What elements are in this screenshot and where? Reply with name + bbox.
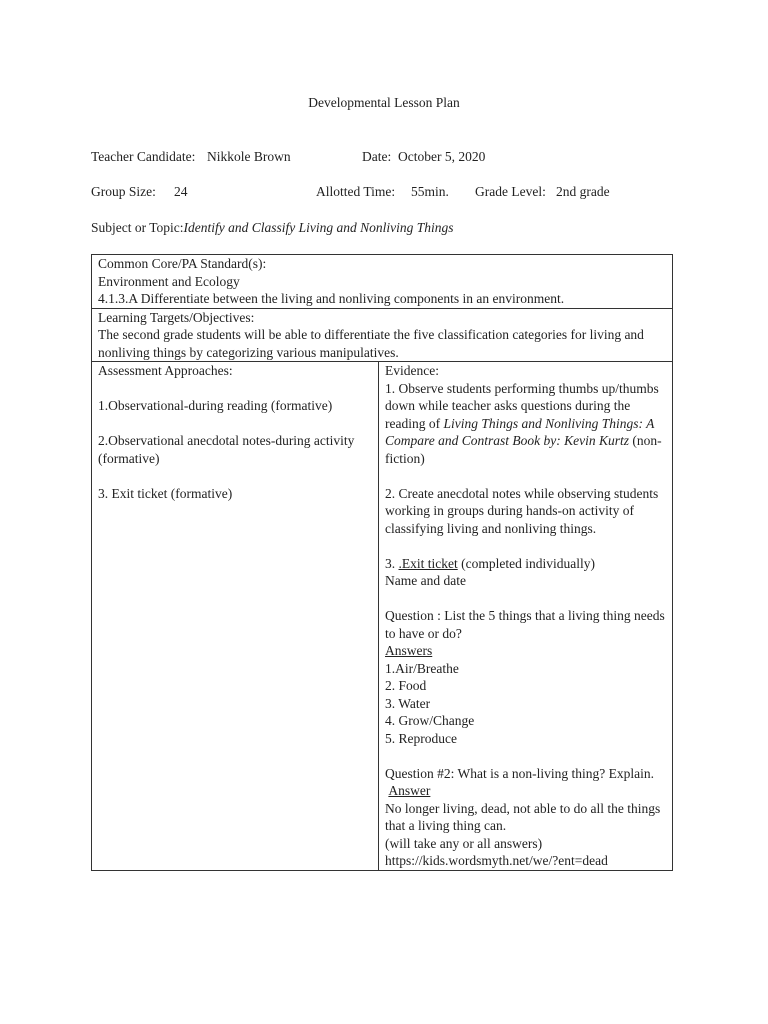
evidence-header: Evidence: xyxy=(385,363,439,378)
standards-cell xyxy=(92,255,673,309)
answer-4: 4. Grow/Change xyxy=(385,713,475,728)
answer-label-line xyxy=(385,782,666,800)
standards-header: Common Core/PA Standard(s): xyxy=(98,256,267,271)
answer-2: 2. Food xyxy=(385,678,427,693)
evidence-item-1-text: 1. Observe students performing thumbs up/thumbs down while teacher asks questions during the reading of xyxy=(385,380,659,431)
standards-area: Environment and Ecology xyxy=(98,273,240,289)
assessment-cell xyxy=(92,362,379,871)
teacher-name: Nikkole Brown xyxy=(207,149,291,164)
assessment-item-2: 2.Observational anecdotal notes-during activity (formative) xyxy=(98,433,355,466)
answer-note: (will take any or all answers) xyxy=(385,835,543,851)
assessment-item-3: 3. Exit ticket (formative) xyxy=(98,485,233,501)
objectives-text: The second grade students will be able to differentiate the five classification categories for living and nonliving things by categorizing various manipulatives. xyxy=(98,327,644,360)
allotted-time-value: 55min. xyxy=(411,184,449,199)
evidence-item-3-suffix: (completed individually) xyxy=(457,555,595,571)
allotted-time-label: Allotted Time: xyxy=(316,184,396,199)
assessment-item-1: 1.Observational-during reading (formative) xyxy=(98,398,333,413)
objectives-header: Learning Targets/Objectives: xyxy=(98,309,255,325)
objectives-cell xyxy=(92,308,673,362)
group-size-value: 24 xyxy=(174,184,188,199)
answer-5: 5. Reproduce xyxy=(385,730,457,746)
answer-3: 3. Water xyxy=(385,695,431,711)
evidence-item-3 xyxy=(385,555,666,573)
answer-1: 1.Air/Breathe xyxy=(385,660,459,676)
subject-line xyxy=(91,219,454,237)
evidence-cell xyxy=(379,362,673,871)
document-title: Developmental Lesson Plan xyxy=(308,95,460,110)
lesson-plan-table xyxy=(91,254,673,871)
subject-label: Subject or Topic: xyxy=(91,220,184,235)
assessment-header: Assessment Approaches: xyxy=(98,363,233,378)
teacher-label: Teacher Candidate: xyxy=(91,149,196,164)
exit-ticket-link[interactable]: .Exit ticket xyxy=(398,555,458,571)
evidence-item-3-prefix: 3. xyxy=(385,555,399,571)
question-1: Question : List the 5 things that a living thing needs to have or do? xyxy=(385,608,665,641)
standards-row xyxy=(92,255,673,309)
grade-level-value: 2nd grade xyxy=(556,184,610,199)
answer-text: No longer living, dead, not able to do all the things that a living thing can. xyxy=(385,800,661,833)
grade-level-label: Grade Level: xyxy=(475,184,546,199)
subject-value: Identify and Classify Living and Nonliving Things xyxy=(183,220,454,235)
reference-link[interactable]: https://kids.wordsmyth.net/we/?ent=dead xyxy=(385,853,608,868)
evidence-item-1 xyxy=(385,380,666,468)
exit-ticket-name-date: Name and date xyxy=(385,573,466,588)
question-2: Question #2: What is a non-living thing? Explain. xyxy=(385,765,654,781)
assessment-evidence-row xyxy=(92,362,673,871)
evidence-item-2: 2. Create anecdotal notes while observing students working in groups during hands-on activity of classifying living and nonliving things. xyxy=(385,485,659,536)
book-title: Living Things and Nonliving Things: A Compare and Contrast Book by: Kevin Kurtz xyxy=(385,415,655,448)
date-value: October 5, 2020 xyxy=(398,149,486,164)
answers-label: Answers xyxy=(385,643,433,658)
evidence-item-1-suffix: (non-fiction) xyxy=(385,433,662,466)
standards-text: 4.1.3.A Differentiate between the living and nonliving components in an environment. xyxy=(98,291,565,306)
objectives-row xyxy=(92,308,673,362)
answer-label: Answer xyxy=(388,783,431,798)
group-size-label: Group Size: xyxy=(91,184,156,199)
date-label: Date: xyxy=(362,149,392,164)
